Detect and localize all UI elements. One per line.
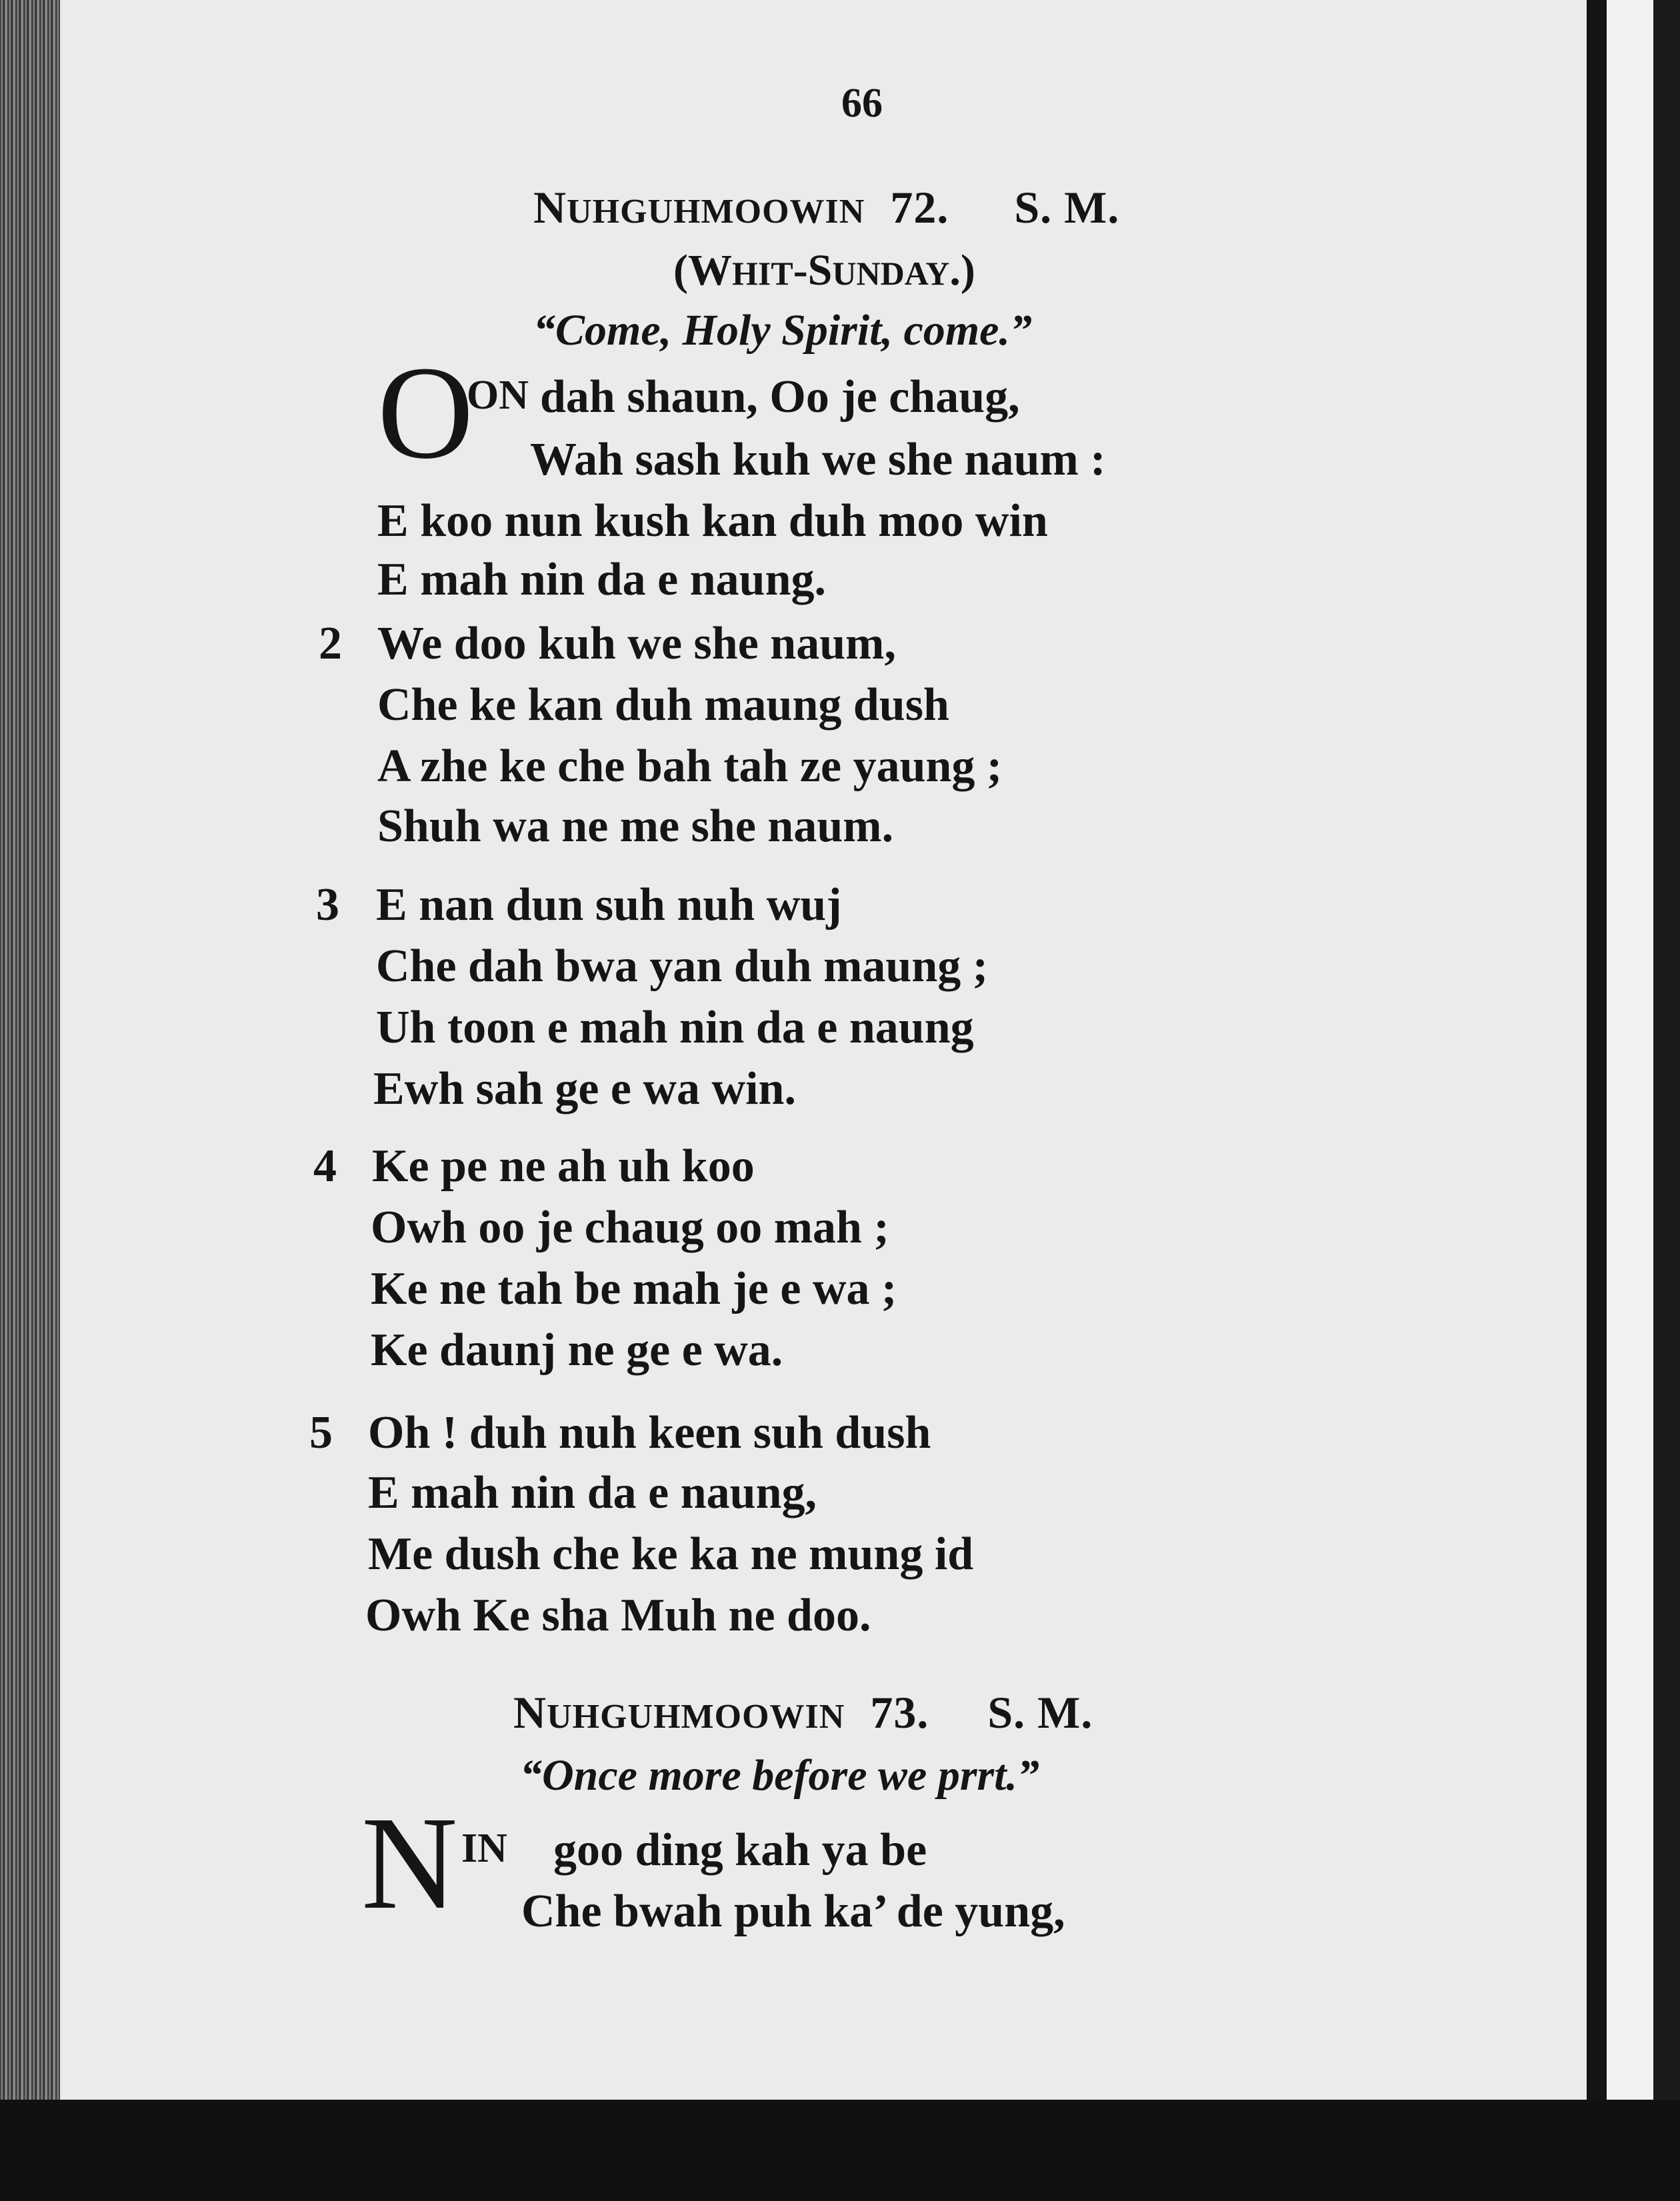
stanza-5-number: 5 [309,1407,333,1458]
hymn-72-occasion [673,245,975,296]
stanza-3-line-3: Uh toon e mah nin da e naung [376,1002,974,1053]
hymn-73-dropcap: N [361,1790,458,1937]
hymn-73-title-rest: UHGUHMOOWIN [547,1698,845,1736]
occasion-part-2: UNDAY [832,255,950,292]
hymn-73-line-2: Che bwah puh ka’ de yung, [521,1886,1065,1937]
hymn-73-title [513,1686,1093,1739]
stanza-1-line-1: dah shaun, Oo je chaug, [540,371,1020,423]
stanza-5-line-1: Oh ! duh nuh keen suh dush [368,1407,931,1458]
stanza-4-line-1: Ke pe ne ah uh koo [372,1140,755,1192]
stanza-2-number: 2 [319,618,342,669]
stanza-4-line-2: Owh oo je chaug oo mah ; [371,1202,889,1253]
occasion-mid: -S [793,246,833,295]
hymn-72-dropcap-rest: ON [467,373,529,418]
occasion-open: (W [673,246,732,295]
stanza-3-number: 3 [316,879,339,931]
hymn-72-epigraph: “Come, Holy Spirit, come.” [533,306,1032,355]
stanza-4-number: 4 [313,1140,337,1192]
stanza-3-line-4: Ewh sah ge e wa win. [373,1063,796,1114]
hymn-73-title-first: N [513,1687,547,1738]
stanza-5-line-3: Me dush che ke ka ne mung id [368,1528,974,1580]
hymn-72-title [533,181,1119,234]
stanza-4-line-3: Ke ne tah be mah je e wa ; [371,1263,897,1314]
stanza-4-line-4: Ke daunj ne ge e wa. [371,1324,783,1376]
stanza-2-line-1: We doo kuh we she naum, [377,618,896,669]
stanza-5-line-2: E mah nin da e naung, [368,1467,817,1518]
occasion-part-1: HIT [731,255,793,292]
page-number: 66 [841,81,883,126]
stanza-1-line-4: E mah nin da e naung. [377,554,827,605]
hymn-73-dropcap-rest: IN [461,1826,507,1871]
stanza-1-line-2: Wah sash kuh we she naum : [530,434,1106,485]
hymn-73-meter: S. M. [987,1687,1093,1738]
stanza-3-line-2: Che dah bwa yan duh maung ; [376,941,989,992]
hymn-72-number: 72. [890,182,949,233]
stanza-2-line-3: A zhe ke che bah tah ze yaung ; [377,741,1003,792]
hymn-73-number: 73. [870,1687,929,1738]
stanza-2-line-4: Shuh wa ne me she naum. [377,801,894,852]
book-gutter [0,0,60,2201]
hymn-72-dropcap: O [377,339,474,487]
page-edge [1587,0,1680,2201]
stanza-3-line-1: E nan dun suh nuh wuj [376,879,842,931]
book-bottom-edge [0,2100,1680,2201]
hymn-73-line-1: goo ding kah ya be [553,1824,927,1876]
occasion-close: .) [949,246,975,295]
hymn-72-meter: S. M. [1014,182,1120,233]
stanza-5-line-4: Owh Ke sha Muh ne doo. [365,1590,871,1641]
hymn-72-title-rest: UHGUHMOOWIN [567,193,865,231]
hymn-73-epigraph: “Once more before we prrt.” [520,1751,1040,1800]
stanza-2-line-2: Che ke kan duh maung dush [377,679,949,731]
hymn-72-title-first: N [533,182,567,233]
stanza-1-line-3: E koo nun kush kan duh moo win [377,495,1048,547]
